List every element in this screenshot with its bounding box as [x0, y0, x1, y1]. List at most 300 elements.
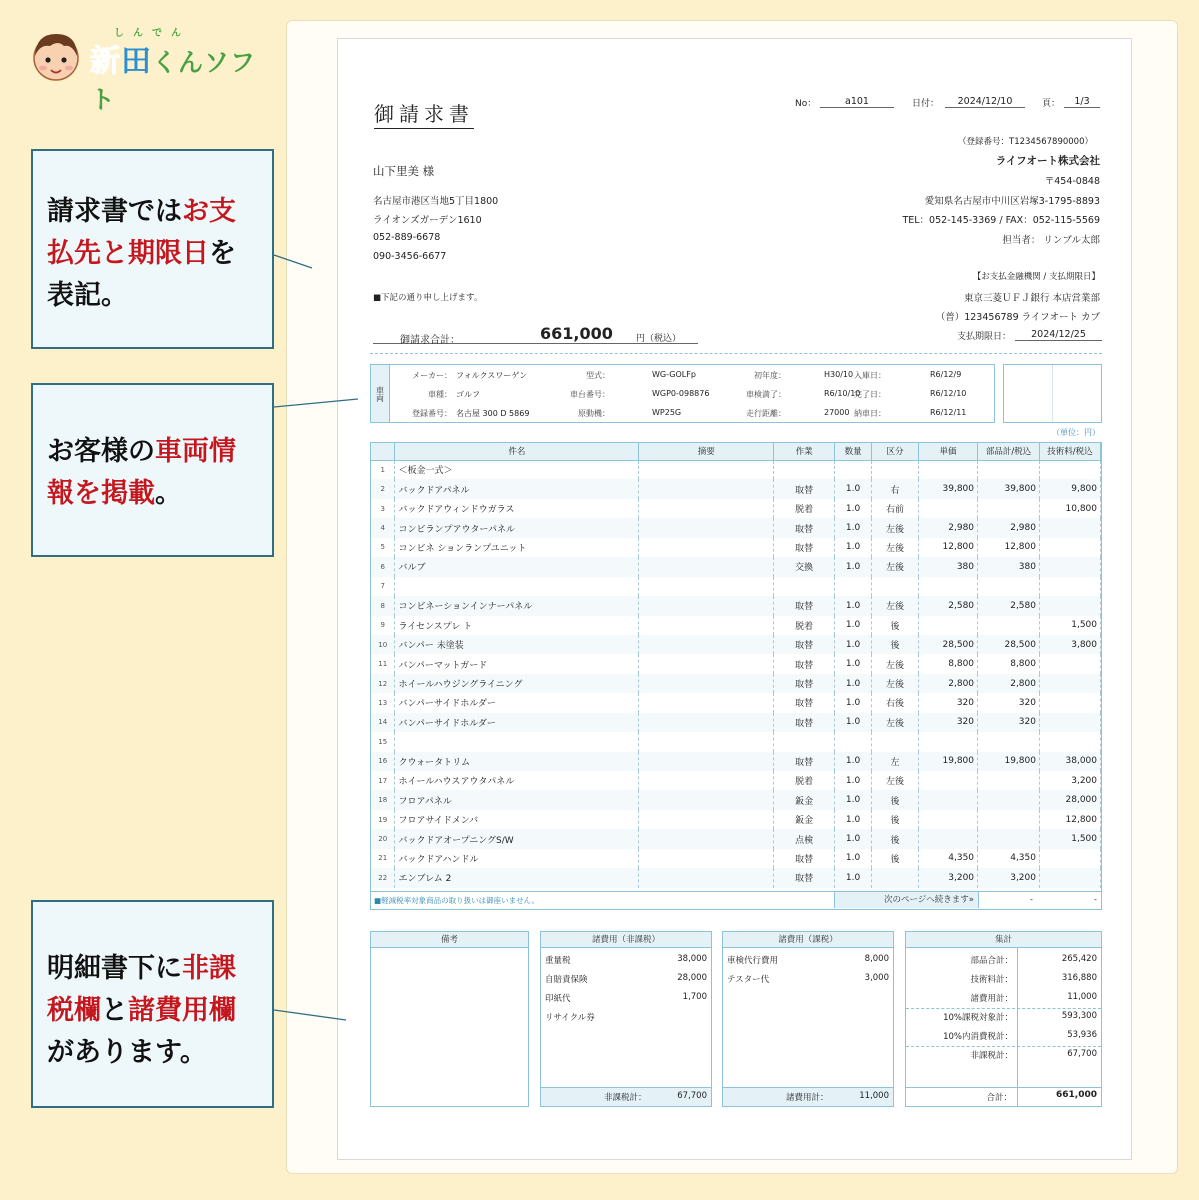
- table-cell: [639, 674, 774, 693]
- table-cell: 左後: [872, 771, 919, 790]
- vehicle-field-label: 登録番号：: [412, 409, 452, 418]
- table-cell: 2,980: [919, 518, 978, 537]
- vehicle-field-label: 入庫日：: [854, 371, 886, 380]
- total-row-label: 10%内消費税計：: [943, 1032, 1013, 1042]
- table-cell: 取替: [774, 752, 835, 771]
- page-value: 1/3: [1064, 96, 1100, 108]
- table-cell: [1039, 849, 1100, 868]
- table-cell: 8,800: [919, 654, 978, 673]
- total-row-value: 593,300: [1061, 1011, 1097, 1021]
- table-cell: [919, 829, 978, 848]
- vehicle-field-label: 原動機：: [578, 409, 610, 418]
- table-cell: [639, 518, 774, 537]
- table-cell: クウォータトリム: [395, 752, 639, 771]
- logo-ruby: しんでん: [114, 28, 190, 39]
- table-cell: [1039, 654, 1100, 673]
- column-header: [371, 443, 395, 460]
- table-cell: 11: [371, 654, 395, 673]
- invoice-title: 御請求書: [374, 98, 474, 129]
- vehicle-field-value: WP25G: [652, 408, 682, 417]
- column-header: 単価: [919, 443, 978, 460]
- table-cell: 1.0: [835, 499, 872, 518]
- table-cell: 1.0: [835, 810, 872, 829]
- table-cell: バックドアウィンドウガラス: [395, 499, 639, 518]
- table-cell: 1.0: [835, 790, 872, 809]
- table-cell: 9: [371, 616, 395, 635]
- table-cell: [919, 460, 978, 479]
- column-header: 技術料/税込: [1039, 443, 1100, 460]
- table-row: [371, 518, 1101, 537]
- table-cell: 19,800: [919, 752, 978, 771]
- remarks-box: [370, 931, 529, 1107]
- table-cell: ライセンスプレ ト: [395, 616, 639, 635]
- total-row-value: 265,420: [1061, 954, 1097, 964]
- table-cell: [639, 713, 774, 732]
- table-cell: 後: [872, 635, 919, 654]
- logo-text: 新田くんソフト: [90, 44, 257, 114]
- table-cell: 15: [371, 732, 395, 751]
- table-cell: [774, 460, 835, 479]
- detail-table: [371, 443, 1101, 888]
- table-cell: 左後: [872, 713, 919, 732]
- table-cell: 鈑金: [774, 810, 835, 829]
- table-cell: 22: [371, 868, 395, 887]
- fee-label: テスター代: [727, 975, 770, 985]
- customer-tel: 052-889-6678: [373, 232, 441, 243]
- table-cell: [978, 829, 1040, 848]
- table-row: [371, 752, 1101, 771]
- table-cell: 取替: [774, 596, 835, 615]
- table-row: [371, 732, 1101, 751]
- table-cell: [395, 577, 639, 596]
- table-cell: [872, 868, 919, 887]
- company-staff: 担当者： リンブル太郎: [1002, 235, 1100, 246]
- table-cell: フロアサイドメンバ: [395, 810, 639, 829]
- table-cell: [395, 732, 639, 751]
- table-cell: [639, 790, 774, 809]
- table-cell: [919, 499, 978, 518]
- table-cell: ホイールハウスアウタパネル: [395, 771, 639, 790]
- table-cell: 28,500: [978, 635, 1040, 654]
- table-cell: 10: [371, 635, 395, 654]
- header-divider: [370, 353, 1102, 354]
- table-cell: 取替: [774, 654, 835, 673]
- table-cell: 鈑金: [774, 790, 835, 809]
- table-row: [371, 829, 1101, 848]
- nontax-total-value: 67,700: [677, 1091, 707, 1101]
- table-row: [371, 635, 1101, 654]
- table-cell: [639, 557, 774, 576]
- table-cell: 左後: [872, 518, 919, 537]
- table-cell: 左後: [872, 674, 919, 693]
- table-cell: [639, 479, 774, 498]
- table-row: [371, 693, 1101, 712]
- vehicle-field-value: 27000: [824, 408, 850, 417]
- table-cell: 320: [978, 713, 1040, 732]
- vehicle-field-label: 走行距離：: [746, 409, 786, 418]
- table-cell: 2,800: [919, 674, 978, 693]
- vehicle-field-value: ゴルフ: [456, 390, 480, 399]
- remarks-title: 備考: [371, 932, 528, 948]
- totals-title: 集計: [906, 932, 1101, 948]
- detail-table-header: [371, 443, 1101, 460]
- table-cell: [978, 810, 1040, 829]
- vehicle-field-label: 車種：: [428, 390, 452, 399]
- column-header: 件名: [395, 443, 639, 460]
- table-cell: [978, 577, 1040, 596]
- table-cell: [639, 829, 774, 848]
- table-cell: 8: [371, 596, 395, 615]
- table-cell: [774, 732, 835, 751]
- table-cell: 左後: [872, 538, 919, 557]
- total-row-label: 非課税計：: [970, 1051, 1013, 1061]
- bank-name: 東京三菱ＵＦＪ銀行 本店営業部: [963, 293, 1100, 304]
- table-cell: バックドアハンドル: [395, 849, 639, 868]
- column-header: 数量: [835, 443, 872, 460]
- table-cell: 脱着: [774, 771, 835, 790]
- table-cell: 後: [872, 849, 919, 868]
- table-row: [371, 616, 1101, 635]
- table-cell: [978, 771, 1040, 790]
- table-cell: [978, 790, 1040, 809]
- date-value: 2024/12/10: [945, 96, 1025, 108]
- table-cell: 1.0: [835, 479, 872, 498]
- table-cell: 28,500: [919, 635, 978, 654]
- callout-payment: 請求書ではお支払先と期限日を表記。: [31, 149, 274, 349]
- table-cell: 取替: [774, 674, 835, 693]
- table-cell: 4,350: [978, 849, 1040, 868]
- table-cell: バンパーサイドホルダー: [395, 713, 639, 732]
- fee-label: 印紙代: [545, 994, 571, 1004]
- fee-label: 車検代行費用: [727, 956, 779, 966]
- nontax-total-label: 非課税計：: [604, 1093, 647, 1103]
- total-row-value: 11,000: [1067, 992, 1097, 1002]
- table-cell: [639, 849, 774, 868]
- table-cell: [639, 654, 774, 673]
- table-cell: 1.0: [835, 771, 872, 790]
- vehicle-field-value: R6/12/9: [930, 370, 962, 379]
- table-row: [371, 460, 1101, 479]
- table-cell: [1039, 693, 1100, 712]
- grand-total-label: 合計：: [986, 1093, 1012, 1103]
- table-cell: 10,800: [1039, 499, 1100, 518]
- table-row: [371, 557, 1101, 576]
- vehicle-field-value: R6/12/10: [930, 389, 967, 398]
- column-header: 部品計/税込: [978, 443, 1040, 460]
- no-value: a101: [820, 96, 894, 108]
- table-cell: [835, 577, 872, 596]
- table-cell: 3: [371, 499, 395, 518]
- table-cell: 後: [872, 790, 919, 809]
- table-cell: [639, 752, 774, 771]
- vehicle-field-value: H30/10: [824, 370, 854, 379]
- fee-value: 28,000: [677, 973, 707, 983]
- table-cell: [639, 596, 774, 615]
- totals-divider: [1017, 948, 1018, 1106]
- vehicle-field-label: 完了日：: [854, 390, 886, 399]
- table-cell: バンパーマットガード: [395, 654, 639, 673]
- table-cell: 4,350: [919, 849, 978, 868]
- table-cell: 交換: [774, 557, 835, 576]
- no-label: No：: [795, 99, 817, 109]
- company-tel-fax: TEL：052-145-3369 / FAX：052-115-5569: [902, 215, 1100, 226]
- total-row-value: 316,880: [1061, 973, 1097, 983]
- table-cell: 2,580: [978, 596, 1040, 615]
- table-cell: 取替: [774, 713, 835, 732]
- vehicle-field-label: 初年度：: [754, 371, 786, 380]
- table-cell: [639, 538, 774, 557]
- table-cell: 3,200: [1039, 771, 1100, 790]
- table-cell: 脱着: [774, 499, 835, 518]
- table-cell: フロアパネル: [395, 790, 639, 809]
- table-row: [371, 810, 1101, 829]
- due-date-value: 2024/12/25: [1015, 329, 1102, 341]
- table-cell: 21: [371, 849, 395, 868]
- table-cell: バルブ: [395, 557, 639, 576]
- vehicle-field-value: R6/10/10: [824, 389, 861, 398]
- table-cell: 12,800: [978, 538, 1040, 557]
- vehicle-field-label: メーカー：: [412, 371, 452, 380]
- table-cell: [1039, 460, 1100, 479]
- table-cell: [1039, 577, 1100, 596]
- table-cell: [1039, 732, 1100, 751]
- table-row: [371, 713, 1101, 732]
- fee-value: 1,700: [682, 992, 707, 1002]
- table-cell: 320: [919, 693, 978, 712]
- table-row: [371, 674, 1101, 693]
- tax-total-value: 11,000: [859, 1091, 889, 1101]
- total-unit: 円（税込）: [636, 334, 682, 344]
- total-row-value: 67,700: [1067, 1049, 1097, 1059]
- vehicle-photo-divider: [1052, 365, 1053, 422]
- total-amount: 661,000: [540, 324, 613, 343]
- table-cell: 4: [371, 518, 395, 537]
- callout-fees: 明細書下に非課税欄と諸費用欄があります。: [31, 900, 274, 1108]
- table-cell: 3,200: [978, 868, 1040, 887]
- table-cell: 16: [371, 752, 395, 771]
- fee-value: 8,000: [864, 954, 889, 964]
- table-cell: 3,800: [1039, 635, 1100, 654]
- table-cell: 6: [371, 557, 395, 576]
- table-cell: 1.0: [835, 596, 872, 615]
- table-cell: 左後: [872, 596, 919, 615]
- table-cell: [639, 732, 774, 751]
- table-cell: [639, 771, 774, 790]
- table-cell: 380: [919, 557, 978, 576]
- table-cell: 20: [371, 829, 395, 848]
- table-cell: ホイールハウジングライニング: [395, 674, 639, 693]
- table-cell: コンビランプアウターパネル: [395, 518, 639, 537]
- table-cell: 1.0: [835, 868, 872, 887]
- table-cell: [1039, 868, 1100, 887]
- table-cell: 取替: [774, 479, 835, 498]
- vehicle-field-value: WGP0-098876: [652, 389, 710, 398]
- table-row: [371, 654, 1101, 673]
- table-cell: 18: [371, 790, 395, 809]
- intro-note: ■下記の通り申し上げます。: [373, 293, 483, 303]
- table-cell: [639, 499, 774, 518]
- fee-label: 自賠責保険: [545, 975, 588, 985]
- table-row: [371, 596, 1101, 615]
- table-cell: [1039, 518, 1100, 537]
- table-cell: [639, 460, 774, 479]
- table-cell: 12: [371, 674, 395, 693]
- table-cell: [1039, 674, 1100, 693]
- grand-total-value: 661,000: [1056, 1090, 1097, 1100]
- total-row-label: 部品合計：: [970, 956, 1013, 966]
- table-cell: 1.0: [835, 849, 872, 868]
- table-cell: 左後: [872, 654, 919, 673]
- table-cell: 1.0: [835, 557, 872, 576]
- table-cell: バックドアパネル: [395, 479, 639, 498]
- table-cell: 取替: [774, 868, 835, 887]
- table-cell: 1.0: [835, 752, 872, 771]
- table-cell: [978, 732, 1040, 751]
- fee-value: 3,000: [864, 973, 889, 983]
- table-cell: 13: [371, 693, 395, 712]
- column-header: 区分: [872, 443, 919, 460]
- table-row: [371, 790, 1101, 809]
- page-label: 頁：: [1042, 99, 1061, 109]
- total-row-value: 53,936: [1067, 1030, 1097, 1040]
- footer-parts-dash: -: [1030, 895, 1033, 904]
- table-cell: [639, 868, 774, 887]
- vehicle-field-value: WG-GOLFp: [652, 370, 696, 379]
- table-cell: 左後: [872, 557, 919, 576]
- vehicle-field-label: 納車日：: [854, 409, 886, 418]
- total-row-label: 技術料計：: [970, 975, 1013, 985]
- table-cell: 3,200: [919, 868, 978, 887]
- company-address: 愛知県名古屋市中川区岩塚3-1795-8893: [924, 196, 1100, 207]
- table-cell: 1.0: [835, 713, 872, 732]
- table-cell: 2: [371, 479, 395, 498]
- table-cell: [639, 693, 774, 712]
- table-cell: 1.0: [835, 693, 872, 712]
- table-row: [371, 771, 1101, 790]
- table-cell: 1: [371, 460, 395, 479]
- unit-label: （単位：円）: [1052, 428, 1100, 437]
- table-cell: [919, 616, 978, 635]
- table-cell: [978, 460, 1040, 479]
- due-date-label: 支払期限日：: [957, 332, 1012, 342]
- table-cell: 320: [978, 693, 1040, 712]
- table-cell: バンパーサイドホルダー: [395, 693, 639, 712]
- table-cell: [919, 732, 978, 751]
- table-cell: [1039, 713, 1100, 732]
- registration-number: （登録番号：T1234567890000）: [958, 137, 1093, 147]
- table-cell: [774, 577, 835, 596]
- table-cell: 28,000: [1039, 790, 1100, 809]
- table-cell: エンブレム 2: [395, 868, 639, 887]
- table-cell: 12,800: [1039, 810, 1100, 829]
- table-cell: 後: [872, 616, 919, 635]
- table-cell: 右後: [872, 693, 919, 712]
- table-cell: 5: [371, 538, 395, 557]
- customer-address: 名古屋市港区当地5丁目1800: [373, 196, 499, 207]
- table-row: [371, 868, 1101, 887]
- vehicle-field-label: 車検満了：: [746, 390, 786, 399]
- table-cell: コンビネーションインナーパネル: [395, 596, 639, 615]
- table-cell: 38,000: [1039, 752, 1100, 771]
- table-cell: 1.0: [835, 635, 872, 654]
- table-cell: 39,800: [978, 479, 1040, 498]
- table-cell: 14: [371, 713, 395, 732]
- table-row: [371, 479, 1101, 498]
- fee-label: 重量税: [545, 956, 571, 966]
- table-cell: [872, 732, 919, 751]
- table-cell: [978, 616, 1040, 635]
- vehicle-field-label: 車台番号：: [570, 390, 610, 399]
- table-cell: 後: [872, 810, 919, 829]
- table-cell: [1039, 557, 1100, 576]
- table-cell: バックドアオープニングS/W: [395, 829, 639, 848]
- fee-value: 38,000: [677, 954, 707, 964]
- table-cell: バンパー 未塗装: [395, 635, 639, 654]
- table-cell: 1.0: [835, 829, 872, 848]
- customer-name: 山下里美 様: [373, 164, 435, 178]
- table-cell: 後: [872, 829, 919, 848]
- table-row: [371, 499, 1101, 518]
- table-cell: 左: [872, 752, 919, 771]
- next-page-note: 次のページへ続きます»: [834, 892, 979, 908]
- column-header: 摘要: [639, 443, 774, 460]
- table-cell: 19,800: [978, 752, 1040, 771]
- total-row-label: 諸費用計：: [970, 994, 1013, 1004]
- table-cell: 取替: [774, 693, 835, 712]
- vehicle-field-value: フォルクスワーゲン: [456, 371, 528, 380]
- callout-vehicle: お客様の車両情報を掲載。: [31, 383, 274, 557]
- table-cell: 8,800: [978, 654, 1040, 673]
- table-cell: 1.0: [835, 674, 872, 693]
- table-cell: [639, 810, 774, 829]
- table-cell: [835, 732, 872, 751]
- table-cell: [978, 499, 1040, 518]
- table-cell: [919, 810, 978, 829]
- table-cell: 1,500: [1039, 616, 1100, 635]
- table-cell: 7: [371, 577, 395, 596]
- table-cell: 点検: [774, 829, 835, 848]
- table-cell: [919, 790, 978, 809]
- table-cell: 320: [919, 713, 978, 732]
- table-cell: コンビネ ションランプユニット: [395, 538, 639, 557]
- table-cell: [919, 771, 978, 790]
- company-zip: 〒454-0848: [1044, 176, 1100, 187]
- table-cell: [1039, 596, 1100, 615]
- total-row-label: 10%課税対象計：: [943, 1013, 1013, 1023]
- table-row: [371, 849, 1101, 868]
- table-cell: [639, 635, 774, 654]
- table-cell: 脱着: [774, 616, 835, 635]
- table-cell: [639, 577, 774, 596]
- table-row: [371, 538, 1101, 557]
- vehicle-field-label: 型式：: [586, 371, 610, 380]
- footer-tech-dash: -: [1094, 895, 1097, 904]
- date-label: 日付：: [912, 99, 940, 109]
- table-cell: 取替: [774, 849, 835, 868]
- vehicle-field-value: 名古屋 300 D 5869: [456, 409, 530, 418]
- column-header: 作業: [774, 443, 835, 460]
- table-cell: 2,800: [978, 674, 1040, 693]
- tax-title: 諸費用（課税）: [723, 932, 893, 948]
- nontax-title: 諸費用（非課税）: [541, 932, 711, 948]
- table-cell: 右前: [872, 499, 919, 518]
- table-cell: ＜板金一式＞: [395, 460, 639, 479]
- totals-row-divider: [906, 1008, 1101, 1009]
- table-cell: 39,800: [919, 479, 978, 498]
- customer-mobile: 090-3456-6677: [373, 251, 447, 262]
- company-name: ライフオート株式会社: [995, 155, 1100, 167]
- table-cell: 1.0: [835, 538, 872, 557]
